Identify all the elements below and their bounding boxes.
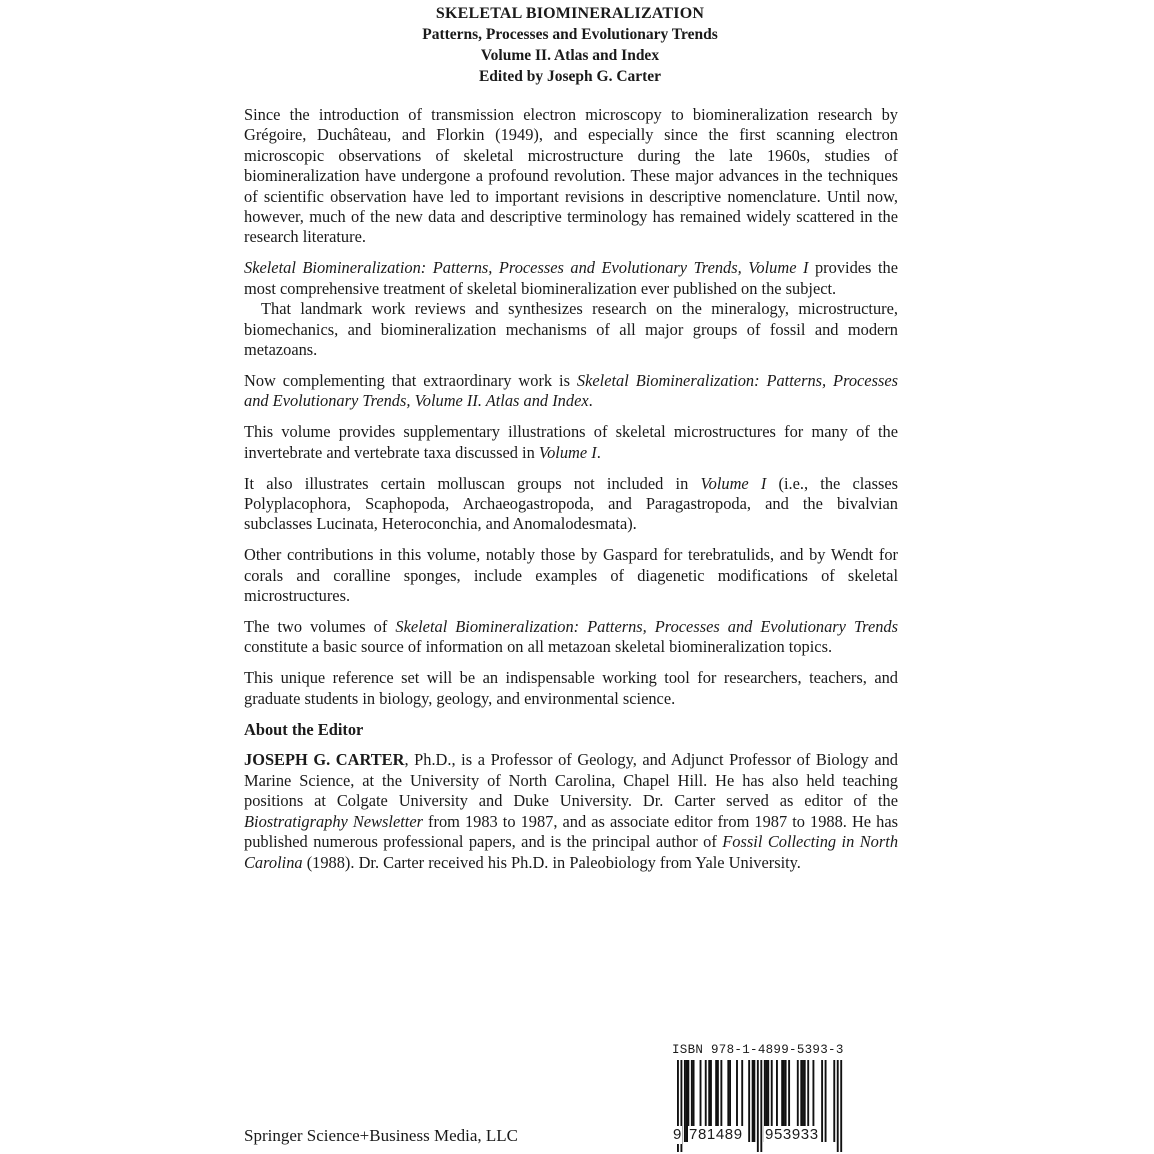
editor-name: JOSEPH G. CARTER (244, 750, 405, 770)
barcode-left-digits: 781489 (689, 1126, 743, 1143)
volume-two-title: Skeletal Biomineralization: Patterns, Processes and Evolutionary Trends, Volume II. Atlas and Index (244, 370, 898, 411)
isbn-number: ISBN 978-1-4899-5393-3 (672, 1043, 844, 1057)
paragraph-contributions: Other contributions in this volume, notably those by Gaspard for terebratulids, and by Wendt for corals and coralline sponges, include examples of diagenetic modifications of skeletal microstructures. (244, 545, 898, 606)
about-editor-text: JOSEPH G. CARTER, Ph.D., is a Professor of Geology, and Adjunct Professor of Biology and Marine Science, at the University of North Carolina, Chapel Hill. He has also held teaching positions at Colgate University and Duke University. Dr. Carter served as editor of the Biostratigraphy Newsletter from 1983 to 1987, and as associate editor from 1987 to 1988. He has published numerous professional papers, and is the principal author of Fossil Collecting in North Carolina (1988). Dr. Carter received his Ph.D. in Paleobiology from Yale University. (244, 750, 899, 872)
paragraph-supplementary: This volume provides supplementary illustrations of skeletal microstructures for many of the invertebrate and vertebrate taxa discussed in Volume I. (244, 422, 898, 462)
barcode-right-digits: 953933 (765, 1126, 819, 1143)
volume-title: Volume II. Atlas and Index (480, 47, 660, 64)
barcode-bar (840, 1060, 842, 1152)
paragraph-complement: Now complementing that extraordinary work is Skeletal Biomineralization: Patterns, Processes and Evolutionary Trends, Volume II. Atlas and Index. (244, 370, 898, 411)
paragraph-intro: Since the introduction of transmission electron microscopy to biomineralization research by Grégoire, Duchâteau, and Florkin (1949), and especially since the first scanning electron microscopic observations of skeletal microstructure during the late 1960s, studies of biomineralization have undergone a profound revolution. These major advances in the techniques of scientific observation have led to important revisions in descriptive nomenclature. Until now, however, much of the new data and descriptive terminology has remained widely scattered in the research literature. (244, 105, 898, 247)
barcode-bar (753, 1060, 755, 1142)
barcode-bar (833, 1060, 835, 1142)
paragraph-volume-one: Skeletal Biomineralization: Patterns, Processes and Evolutionary Trends, Volume I provides the most comprehensive treatment of skeletal biomineralization ever published on the subject. (244, 258, 898, 298)
blurb-body (244, 105, 898, 883)
barcode-bar (748, 1060, 750, 1142)
editor-credit: Edited by Joseph G. Carter (478, 68, 662, 85)
volume-one-title: Skeletal Biomineralization: Patterns, Processes and Evolutionary Trends, Volume I (244, 258, 809, 278)
barcode-bar (821, 1060, 823, 1142)
book-subtitle: Patterns, Processes and Evolutionary Trends (422, 26, 718, 43)
paragraph-molluscan: It also illustrates certain molluscan groups not included in Volume I (i.e., the classes Polyplacophora, Scaphopoda, Archaeogastropoda, and Paragastropoda, and the bivalvian subclasses Lucinata, Heteroconchia, and Anomalodesmata). (244, 473, 898, 534)
paragraph-landmark: That landmark work reviews and synthesizes research on the mineralogy, microstructure, biomechanics, and biomineralization mechanisms of all major groups of fossil and modern metazoans. (244, 299, 898, 359)
paragraph-reference-set: This unique reference set will be an indispensable working tool for researchers, teachers, and graduate students in biology, geology, and environmental science. (244, 668, 898, 708)
barcode-bar (760, 1060, 762, 1152)
barcode-first-digit: 9 (673, 1126, 682, 1143)
about-editor-heading: About the Editor (244, 719, 364, 739)
barcode-bar (837, 1060, 839, 1152)
barcode-bar (757, 1060, 759, 1152)
publisher-name: Springer Science+Business Media, LLC (244, 1126, 518, 1145)
book-title: SKELETAL BIOMINERALIZATION (435, 5, 705, 22)
barcode-bar (684, 1060, 686, 1142)
book-header (0, 3, 1140, 87)
paragraph-two-volumes: The two volumes of Skeletal Biomineralization: Patterns, Processes and Evolutionary Trends constitute a basic source of information on all metazoan skeletal biomineralization topics. (244, 616, 898, 657)
barcode-bar (752, 1060, 754, 1142)
barcode-bar (825, 1060, 827, 1142)
